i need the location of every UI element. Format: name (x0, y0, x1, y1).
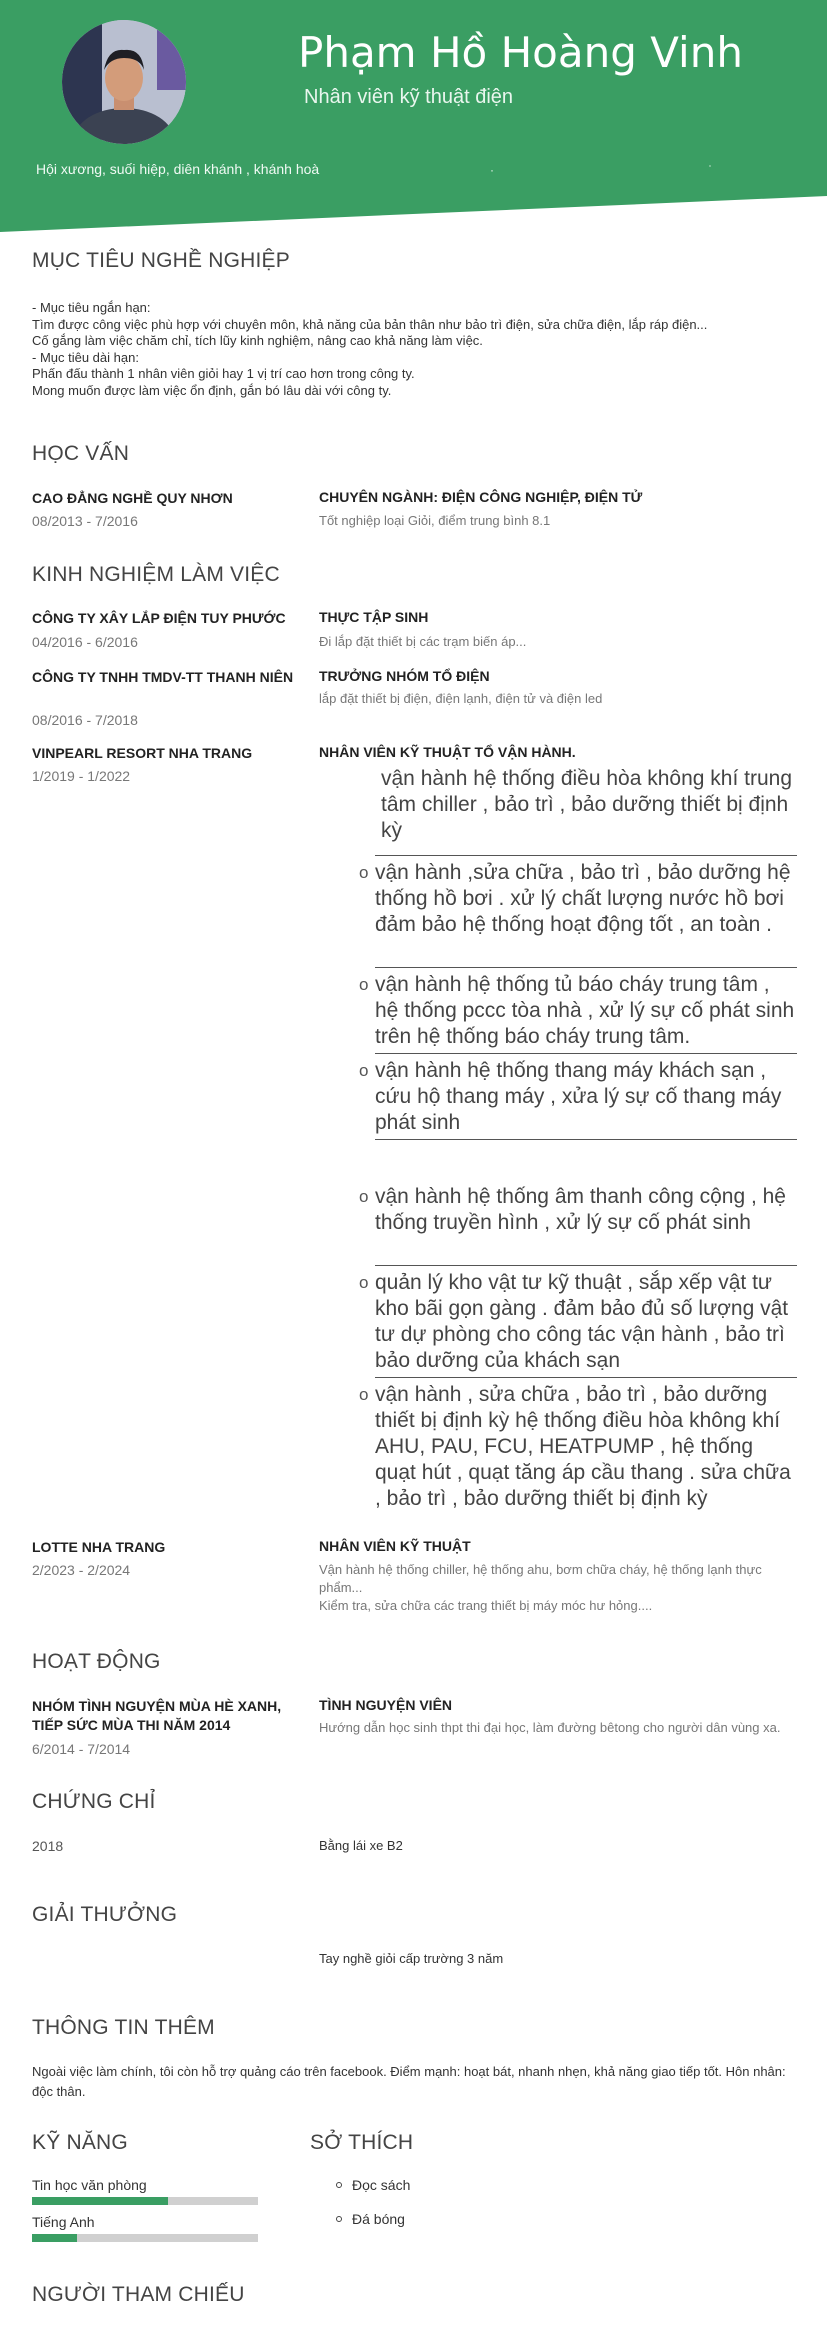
duty-text: vận hành hệ thống âm thanh công cộng , hệ thống truyền hình , xử lý sự cố phát sinh (375, 1185, 786, 1234)
skill-name: Tiếng Anh (32, 2214, 95, 2230)
education-major: CHUYÊN NGÀNH: ĐIỆN CÔNG NGHIỆP, ĐIỆN TỬ (319, 489, 643, 505)
duty-text: vận hành hệ thống điều hòa không khí trung tâm chiller , bảo trì , bảo dưỡng thiết bị định kỳ (381, 767, 792, 842)
job-role: NHÂN VIÊN KỸ THUẬT TỔ VẬN HÀNH. (319, 744, 576, 760)
activity-org: NHÓM TÌNH NGUYỆN MÙA HÈ XANH, TIẾP SỨC MÙA THI NĂM 2014 (32, 1698, 282, 1733)
duty-item (375, 766, 797, 848)
activity-desc: Hướng dẫn học sinh thpt thi đại học, làm đường bêtong cho người dân vùng xa. (319, 1720, 781, 1735)
certificate-year: 2018 (32, 1838, 64, 1854)
section-title-references: NGƯỜI THAM CHIẾU (32, 2283, 245, 2306)
duty-item (359, 1382, 797, 1515)
header-divider-mark: · (490, 163, 494, 177)
activity-date: 6/2014 - 7/2014 (32, 1741, 131, 1757)
objective-line: - Mục tiêu ngắn hạn: (32, 300, 151, 315)
company-name: CÔNG TY TNHH TMDV-TT THANH NIÊN (32, 669, 294, 685)
hobby-bullet (336, 2216, 342, 2222)
more-info-text: Ngoài việc làm chính, tôi còn hỗ trợ quảng cáo trên facebook. Điểm mạnh: hoạt bát, nhanh nhẹn, khả năng giao tiếp tốt. Hôn nhân: độc thân. (32, 2064, 786, 2099)
objective-line: - Mục tiêu dài hạn: (32, 349, 139, 365)
avatar (62, 20, 186, 144)
job-title: Nhân viên kỹ thuật điện (304, 86, 514, 108)
candidate-name: Phạm Hồ Hoàng Vinh (298, 28, 743, 77)
school-name: CAO ĐẲNG NGHỀ QUY NHƠN (32, 490, 233, 506)
section-title-more-info: THÔNG TIN THÊM (32, 2016, 215, 2039)
skill-bar-fill (32, 2234, 77, 2242)
duty-item (359, 1058, 797, 1140)
section-title-skills: KỸ NĂNG (32, 2131, 128, 2154)
skill-bar (32, 2234, 258, 2242)
job-desc: Đi lắp đặt thiết bị các trạm biến áp... (319, 634, 527, 649)
duty-text: quản lý kho vật tư kỹ thuật , sắp xếp vật tư kho bãi gọn gàng . đảm bảo đủ số lượng vật tư dự phòng cho công tác vận hành , bảo trì bảo dưỡng của khách sạn (375, 1271, 789, 1372)
certificate-name: Bằng lái xe B2 (319, 1838, 403, 1853)
hobby-item: Đá bóng (352, 2211, 405, 2227)
objective-text (32, 300, 802, 399)
objective-line: Phấn đấu thành 1 nhân viên giỏi hay 1 vị trí cao hơn trong công ty. (32, 366, 415, 381)
duty-bullet: o (359, 1187, 369, 1206)
company-name: CÔNG TY XÂY LẮP ĐIỆN TUY PHƯỚC (32, 610, 286, 626)
education-date: 08/2013 - 7/2016 (32, 513, 138, 529)
company-name: LOTTE NHA TRANG (32, 1539, 166, 1555)
job-role: NHÂN VIÊN KỸ THUẬT (319, 1538, 471, 1554)
duty-item (359, 972, 797, 1054)
duty-item (359, 860, 797, 968)
address: Hội xương, suối hiệp, diên khánh , khánh hoà (36, 161, 320, 177)
duty-bullet: o (359, 975, 369, 994)
job-desc: Kiểm tra, sửa chữa các trang thiết bị máy móc hư hỏng.... (319, 1598, 653, 1613)
company-name: VINPEARL RESORT NHA TRANG (32, 745, 253, 761)
section-title-awards: GIẢI THƯỞNG (32, 1903, 178, 1926)
job-desc: Vận hành hệ thống chiller, hệ thống ahu, bơm chữa cháy, hệ thống lạnh thực phẩm... (319, 1562, 762, 1595)
duty-bullet: o (359, 1061, 369, 1080)
objective-line: Cố gắng làm việc chăm chỉ, tích lũy kinh nghiệm, nâng cao khả năng làm việc. (32, 333, 483, 348)
duty-divider (375, 852, 797, 856)
duty-bullet: o (359, 863, 369, 882)
duty-item (359, 1184, 797, 1266)
duty-text: vận hành hệ thống tủ báo cháy trung tâm , hệ thống pccc tòa nhà , xử lý sự cố phát sinh trên hệ thống báo cháy trung tâm. (375, 973, 795, 1048)
section-title-experience: KINH NGHIỆM LÀM VIỆC (32, 563, 280, 586)
section-title-activities: HOẠT ĐỘNG (32, 1650, 161, 1673)
header-divider-mark: ˈ (708, 163, 712, 177)
section-title-hobbies: SỞ THÍCH (310, 2131, 414, 2154)
activity-role: TÌNH NGUYỆN VIÊN (319, 1697, 453, 1713)
job-role: THỰC TẬP SINH (319, 609, 429, 625)
hobby-item: Đọc sách (352, 2177, 411, 2193)
objective-line: Tìm được công việc phù hợp với chuyên môn, khả năng của bản thân như bảo trì điện, sửa chữa điện, lắp ráp điện... (32, 316, 708, 332)
job-date: 04/2016 - 6/2016 (32, 634, 138, 650)
duty-item (359, 1270, 797, 1378)
job-desc: lắp đặt thiết bị điện, điện lạnh, điện tử và điện led (319, 691, 603, 706)
duty-text: vận hành hệ thống thang máy khách sạn , cứu hộ thang máy , xửa lý sự cố thang máy phát sinh (375, 1059, 782, 1134)
education-detail: Tốt nghiệp loại Giỏi, điểm trung bình 8.1 (319, 513, 551, 528)
duty-bullet: o (359, 1273, 369, 1292)
section-title-education: HỌC VẤN (32, 442, 130, 465)
hobby-bullet (336, 2182, 342, 2188)
duty-bullet: o (359, 1385, 369, 1404)
job-date: 1/2019 - 1/2022 (32, 768, 131, 784)
duty-text: vận hành ,sửa chữa , bảo trì , bảo dưỡng hệ thống hồ bơi . xử lý chất lượng nước hồ bơi đảm bảo hệ thống hoạt động tốt , an toàn . (375, 861, 791, 936)
award-name: Tay nghề giỏi cấp trường 3 năm (319, 1951, 504, 1966)
job-date: 08/2016 - 7/2018 (32, 712, 138, 728)
objective-line: Mong muốn được làm việc ổn định, gắn bó lâu dài với công ty. (32, 382, 392, 398)
section-title-certificates: CHỨNG CHỈ (32, 1790, 156, 1813)
section-title-objective: MỤC TIÊU NGHỀ NGHIỆP (32, 249, 290, 272)
skill-bar-fill (32, 2197, 168, 2205)
duty-list (359, 766, 797, 1515)
skill-name: Tin học văn phòng (32, 2177, 147, 2193)
job-role: TRƯỞNG NHÓM TỔ ĐIỆN (319, 668, 490, 684)
duty-text: vận hành , sửa chữa , bảo trì , bảo dưỡng thiết bị định kỳ hệ thống điều hòa không khí AHU, PAU, FCU, HEATPUMP , hệ thống quạt hút , quạt tăng áp cầu thang . sửa chữa , bảo trì , bảo dưỡng thiết bị định kỳ (375, 1383, 791, 1510)
job-date: 2/2023 - 2/2024 (32, 1562, 131, 1578)
header-banner (0, 0, 827, 232)
skill-bar (32, 2197, 258, 2205)
profile-photo (62, 20, 186, 144)
